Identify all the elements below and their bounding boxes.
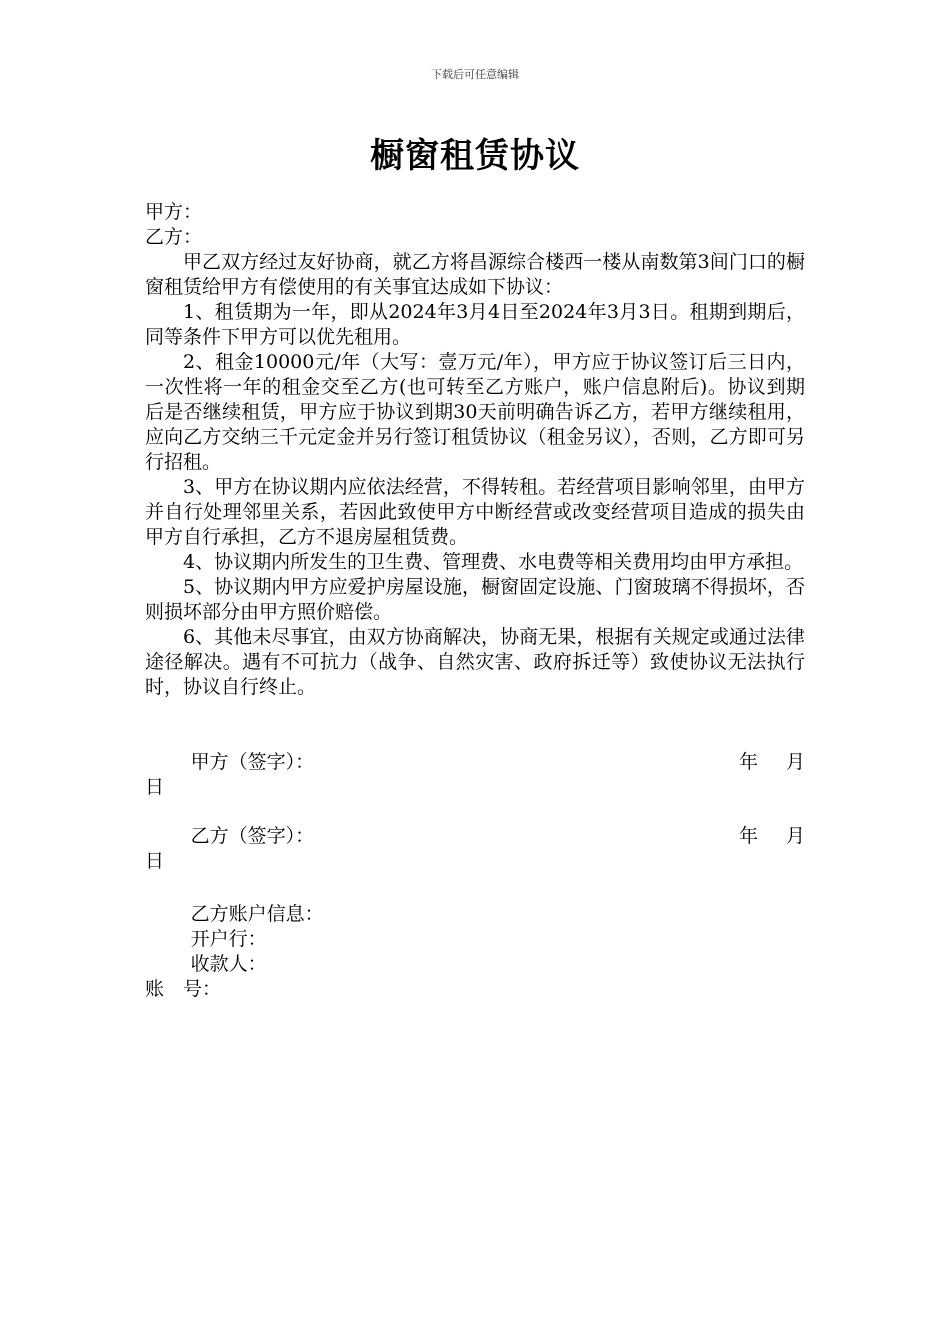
party-a-signature-label: 甲方（签字）：: [190, 751, 315, 773]
clause-4: 4、协议期内所发生的卫生费、管理费、水电费等相关费用均由甲方承担。: [183, 551, 804, 573]
signature-block: [145, 750, 805, 874]
clause-1: 1、租赁期为一年，即从2024年3月4日至2024年3月3日。租期到期后，同等条件下甲方可以优先租用。: [145, 301, 805, 348]
header-note: 下载后可任意编辑: [431, 68, 519, 81]
intro-paragraph: 甲乙双方经过友好协商，就乙方将昌源综合楼西一楼从南数第3间门口的橱窗租赁给甲方有偿使用的有关事宜达成如下协议：: [145, 251, 805, 298]
year-label: 年: [738, 751, 758, 773]
party-b-line: 乙方：: [145, 226, 203, 248]
document-title: 橱窗租赁协议: [370, 136, 580, 176]
account-number-label: 账 号：: [145, 978, 222, 1000]
clause-3: 3、甲方在协议期内应依法经营，不得转租。若经营项目影响邻里，由甲方并自行处理邻里关系，若因此致使甲方中断经营或改变经营项目造成的损失由甲方自行承担，乙方不退房屋租赁费。: [145, 476, 805, 548]
year-label: 年: [738, 825, 758, 847]
month-label: 月: [785, 751, 805, 773]
account-bank-label: 开户行：: [190, 928, 267, 950]
clause-2: 2、租金10000元/年（大写：壹万元/年），甲方应于协议签订后三日内，一次性将一年的租金交至乙方(也可转至乙方账户，账户信息附后)。协议到期后是否继续租赁，甲方应于协议到期30天前明确告诉乙方，若甲方继续租用，应向乙方交纳三千元定金并另行签订租赁协议（租金另议），否则，乙方即可另行招租。: [145, 351, 805, 473]
party-a-date: [739, 750, 805, 775]
party-b-signature-row: [145, 824, 805, 849]
party-b-date: [739, 824, 805, 849]
party-b-day-label: 日: [145, 850, 165, 872]
account-info-title: 乙方账户信息：: [190, 903, 324, 925]
party-b-signature-label: 乙方（签字）：: [190, 825, 315, 847]
clause-5: 5、协议期内甲方应爱护房屋设施，橱窗固定设施、门窗玻璃不得损坏，否则损坏部分由甲方照价赔偿。: [145, 576, 805, 623]
clause-6: 6、其他未尽事宜，由双方协商解决，协商无果，根据有关规定或通过法律途径解决。遇有不可抗力（战争、自然灾害、政府拆迁等）致使协议无法执行时，协议自行终止。: [145, 626, 805, 698]
party-a-line: 甲方：: [145, 201, 203, 223]
account-payee-label: 收款人：: [190, 953, 267, 975]
month-label: 月: [785, 825, 805, 847]
document-body: [145, 200, 805, 1002]
party-a-signature-row: [145, 750, 805, 775]
account-info-block: [145, 902, 805, 1002]
party-a-day-label: 日: [145, 776, 165, 798]
